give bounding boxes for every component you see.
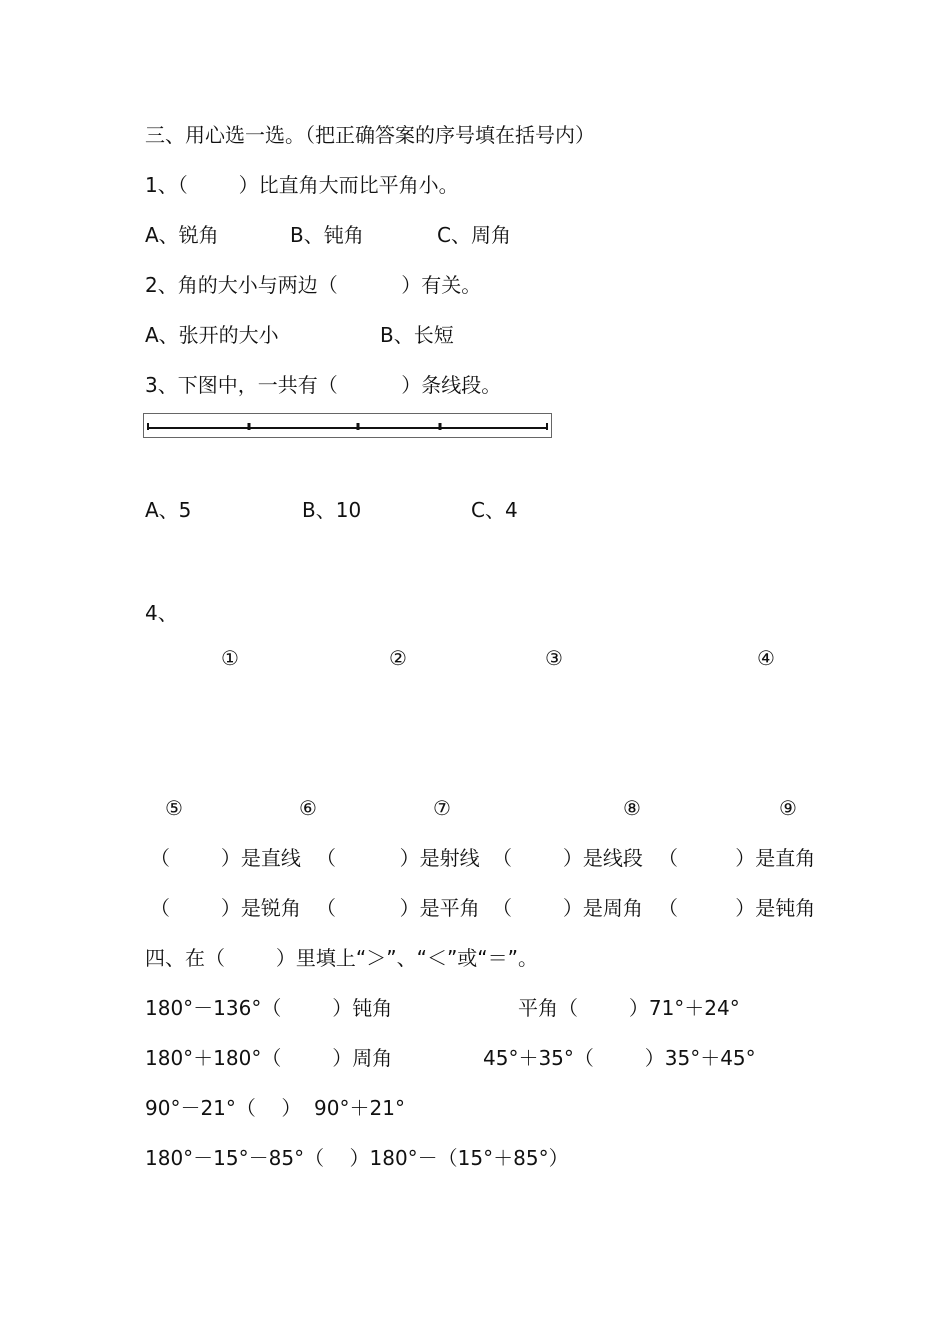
figure-number-2: ② (389, 646, 407, 670)
question-3-stem: 3、下图中，一共有（ ）条线段。 (145, 373, 502, 397)
figure-number-9: ⑨ (779, 796, 797, 820)
question-2-option-a: A、张开的大小 (145, 323, 279, 347)
figure-number-8: ⑧ (623, 796, 641, 820)
fill-right-angle: （ ）是直角 (658, 846, 816, 870)
question-4-label: 4、 (145, 601, 178, 625)
question-1-option-a: A、锐角 (145, 223, 219, 247)
fill-obtuse-angle: （ ）是钝角 (658, 896, 816, 920)
question-2-option-b: B、长短 (380, 323, 454, 347)
fill-straight-angle: （ ）是平角 (316, 896, 480, 920)
figure-number-4: ④ (757, 646, 775, 670)
question-1-stem: 1、（ ）比直角大而比平角小。 (145, 173, 459, 197)
segment-figure (143, 413, 552, 438)
figure-number-5: ⑤ (165, 796, 183, 820)
fill-segment: （ ）是线段 (492, 846, 643, 870)
fill-ray: （ ）是射线 (316, 846, 480, 870)
compare-row-1-right: 平角（ ）71°＋24° (518, 996, 740, 1020)
segment-line-drawing (144, 414, 553, 439)
compare-row-3: 90°－21°（ ） 90°＋21° (145, 1096, 405, 1120)
question-3-option-b: B、10 (302, 498, 362, 522)
compare-row-1-left: 180°－136°（ ）钝角 (145, 996, 393, 1020)
compare-row-2-left: 180°＋180°（ ）周角 (145, 1046, 393, 1070)
question-1-option-c: C、周角 (437, 223, 511, 247)
section-4-heading: 四、在（ ）里填上“＞”、“＜”或“＝”。 (145, 946, 539, 970)
figure-number-6: ⑥ (299, 796, 317, 820)
question-3-option-c: C、4 (471, 498, 518, 522)
section-3-heading: 三、用心选一选。（把正确答案的序号填在括号内） (145, 123, 595, 147)
compare-row-2-right: 45°＋35°（ ）35°＋45° (483, 1046, 756, 1070)
figure-number-7: ⑦ (433, 796, 451, 820)
fill-straight-line: （ ）是直线 (150, 846, 301, 870)
question-3-option-a: A、5 (145, 498, 192, 522)
question-1-option-b: B、钝角 (290, 223, 364, 247)
compare-row-4: 180°－15°－85°（ ）180°－（15°＋85°） (145, 1146, 569, 1170)
fill-full-angle: （ ）是周角 (492, 896, 643, 920)
figure-number-3: ③ (545, 646, 563, 670)
fill-acute-angle: （ ）是锐角 (150, 896, 301, 920)
figure-number-1: ① (221, 646, 239, 670)
question-2-stem: 2、角的大小与两边（ ）有关。 (145, 273, 482, 297)
